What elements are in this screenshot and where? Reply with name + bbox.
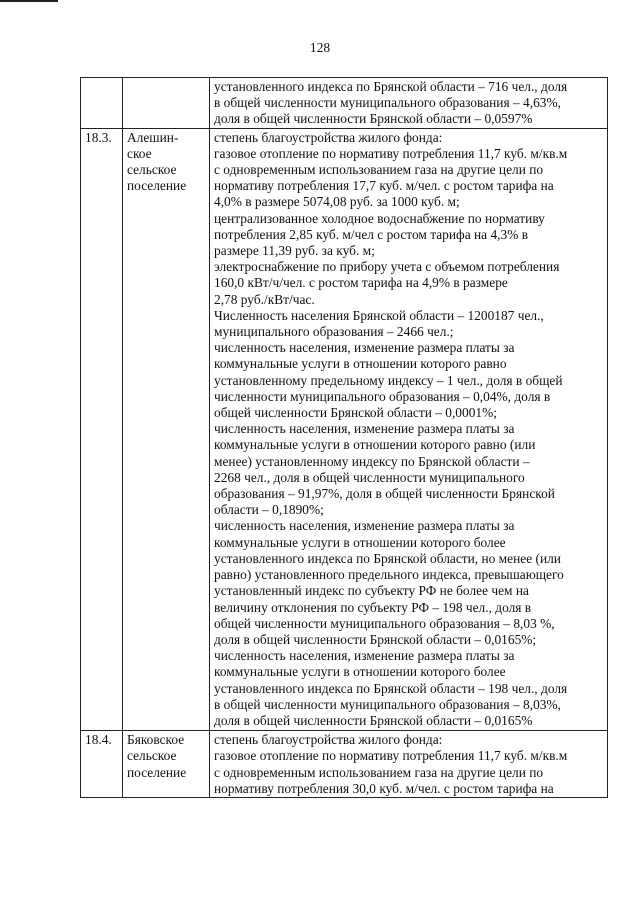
settlement-name-line: поселение	[127, 178, 187, 194]
text-line: степень благоустройства жилого фонда:	[214, 732, 443, 748]
text-line: с одновременным использованием газа на другие цели по	[214, 162, 544, 178]
text-line: 2,78 руб./кВт/час.	[214, 291, 315, 307]
text-line: численность населения, изменение размера платы за	[214, 518, 515, 534]
text-line: степень благоустройства жилого фонда:	[214, 129, 443, 145]
row-number-cell: 18.3.	[81, 128, 123, 731]
table-row	[81, 731, 608, 798]
text-line: в общей численности муниципального образования – 8,03%,	[214, 696, 561, 712]
text-line: установленного индекса по Брянской области – 716 чел., доля	[214, 79, 568, 94]
text-line: установленный индекс по субъекту РФ не более чем на	[214, 583, 529, 599]
table-row	[81, 128, 608, 731]
text-line: установленного индекса по Брянской области, но менее (или	[214, 550, 561, 566]
text-line: нормативу потребления 17,7 куб. м/чел. с ростом тарифа на	[214, 178, 554, 194]
text-line: равно) установленного предельного индекса, превышающего	[214, 567, 564, 583]
text-line: общей численности Брянской области – 0,0001%;	[214, 405, 497, 421]
text-line: Численность населения Брянской области – 1200187 чел.,	[214, 307, 544, 323]
row-number-cell: 18.4.	[81, 731, 123, 798]
settlements-table	[80, 77, 608, 798]
text-line: размере 11,39 руб. за куб. м;	[214, 243, 375, 259]
text-line: численности муниципального образования – 0,04%, доля в	[214, 388, 551, 404]
row-text-cell	[210, 731, 608, 798]
settlement-name-line: сельское	[127, 748, 177, 764]
text-line: величину отклонения по субъекту РФ – 198 чел., доля в	[214, 599, 532, 615]
text-line: доля в общей численности Брянской области – 0,0597%	[214, 111, 533, 127]
settlement-name-line: поселение	[127, 764, 187, 780]
text-line: электроснабжение по прибору учета с объемом потребления	[214, 259, 560, 275]
text-line: образования – 91,97%, доля в общей численности Брянской	[214, 486, 555, 502]
text-line: доля в общей численности Брянской области – 0,0165%	[214, 712, 533, 728]
text-line: потребления 2,85 куб. м/чел с ростом тарифа на 4,3% в	[214, 226, 529, 242]
row-number-cell	[81, 78, 123, 129]
page-number: 128	[309, 40, 331, 55]
text-line: коммунальные услуги в отношении которого равно (или	[214, 437, 536, 453]
text-line: газовое отопление по нормативу потребления 11,7 куб. м/кв.м	[214, 145, 568, 161]
settlement-name-cell	[123, 128, 210, 731]
settlement-name-line: Бяковское	[127, 732, 185, 748]
table-row	[81, 78, 608, 129]
text-line: коммунальные услуги в отношении которого более	[214, 664, 506, 680]
row-text-cell	[210, 128, 608, 731]
text-line: в общей численности муниципального образования – 4,63%,	[214, 95, 561, 111]
text-line: газовое отопление по нормативу потребления 11,7 куб. м/кв.м	[214, 748, 568, 764]
text-line: коммунальные услуги в отношении которого равно	[214, 356, 507, 372]
text-line: общей численности муниципального образования – 8,03 %,	[214, 615, 555, 631]
row-text-cell	[210, 78, 608, 129]
scan-corner-mark	[0, 0, 58, 2]
text-line: 4,0% в размере 5074,08 руб. за 1000 куб. м;	[214, 194, 460, 210]
text-line: 160,0 кВт/ч/чел. с ростом тарифа на 4,9% в размере	[214, 275, 508, 291]
settlement-name-line: сельское	[127, 162, 177, 178]
settlement-name-line: ское	[127, 145, 152, 161]
settlement-name-cell	[123, 78, 210, 129]
text-line: муниципального образования – 2466 чел.;	[214, 324, 454, 340]
text-line: численность населения, изменение размера платы за	[214, 340, 515, 356]
text-line: нормативу потребления 30,0 куб. м/чел. с ростом тарифа на	[214, 780, 554, 796]
text-line: 2268 чел., доля в общей численности муниципального	[214, 469, 525, 485]
text-line: централизованное холодное водоснабжение по нормативу	[214, 210, 545, 226]
text-line: менее) установленному индексу по Брянской области –	[214, 453, 530, 469]
settlement-name-line: Алешин-	[127, 129, 179, 145]
text-line: установленному предельному индексу – 1 чел., доля в общей	[214, 372, 563, 388]
text-line: коммунальные услуги в отношении которого более	[214, 534, 506, 550]
text-line: с одновременным использованием газа на другие цели по	[214, 764, 544, 780]
text-line: численность населения, изменение размера платы за	[214, 648, 515, 664]
text-line: доля в общей численности Брянской области – 0,0165%;	[214, 631, 537, 647]
text-line: области – 0,1890%;	[214, 502, 324, 518]
settlement-name-cell	[123, 731, 210, 798]
text-line: численность населения, изменение размера платы за	[214, 421, 515, 437]
text-line: установленного индекса по Брянской области – 198 чел., доля	[214, 680, 568, 696]
